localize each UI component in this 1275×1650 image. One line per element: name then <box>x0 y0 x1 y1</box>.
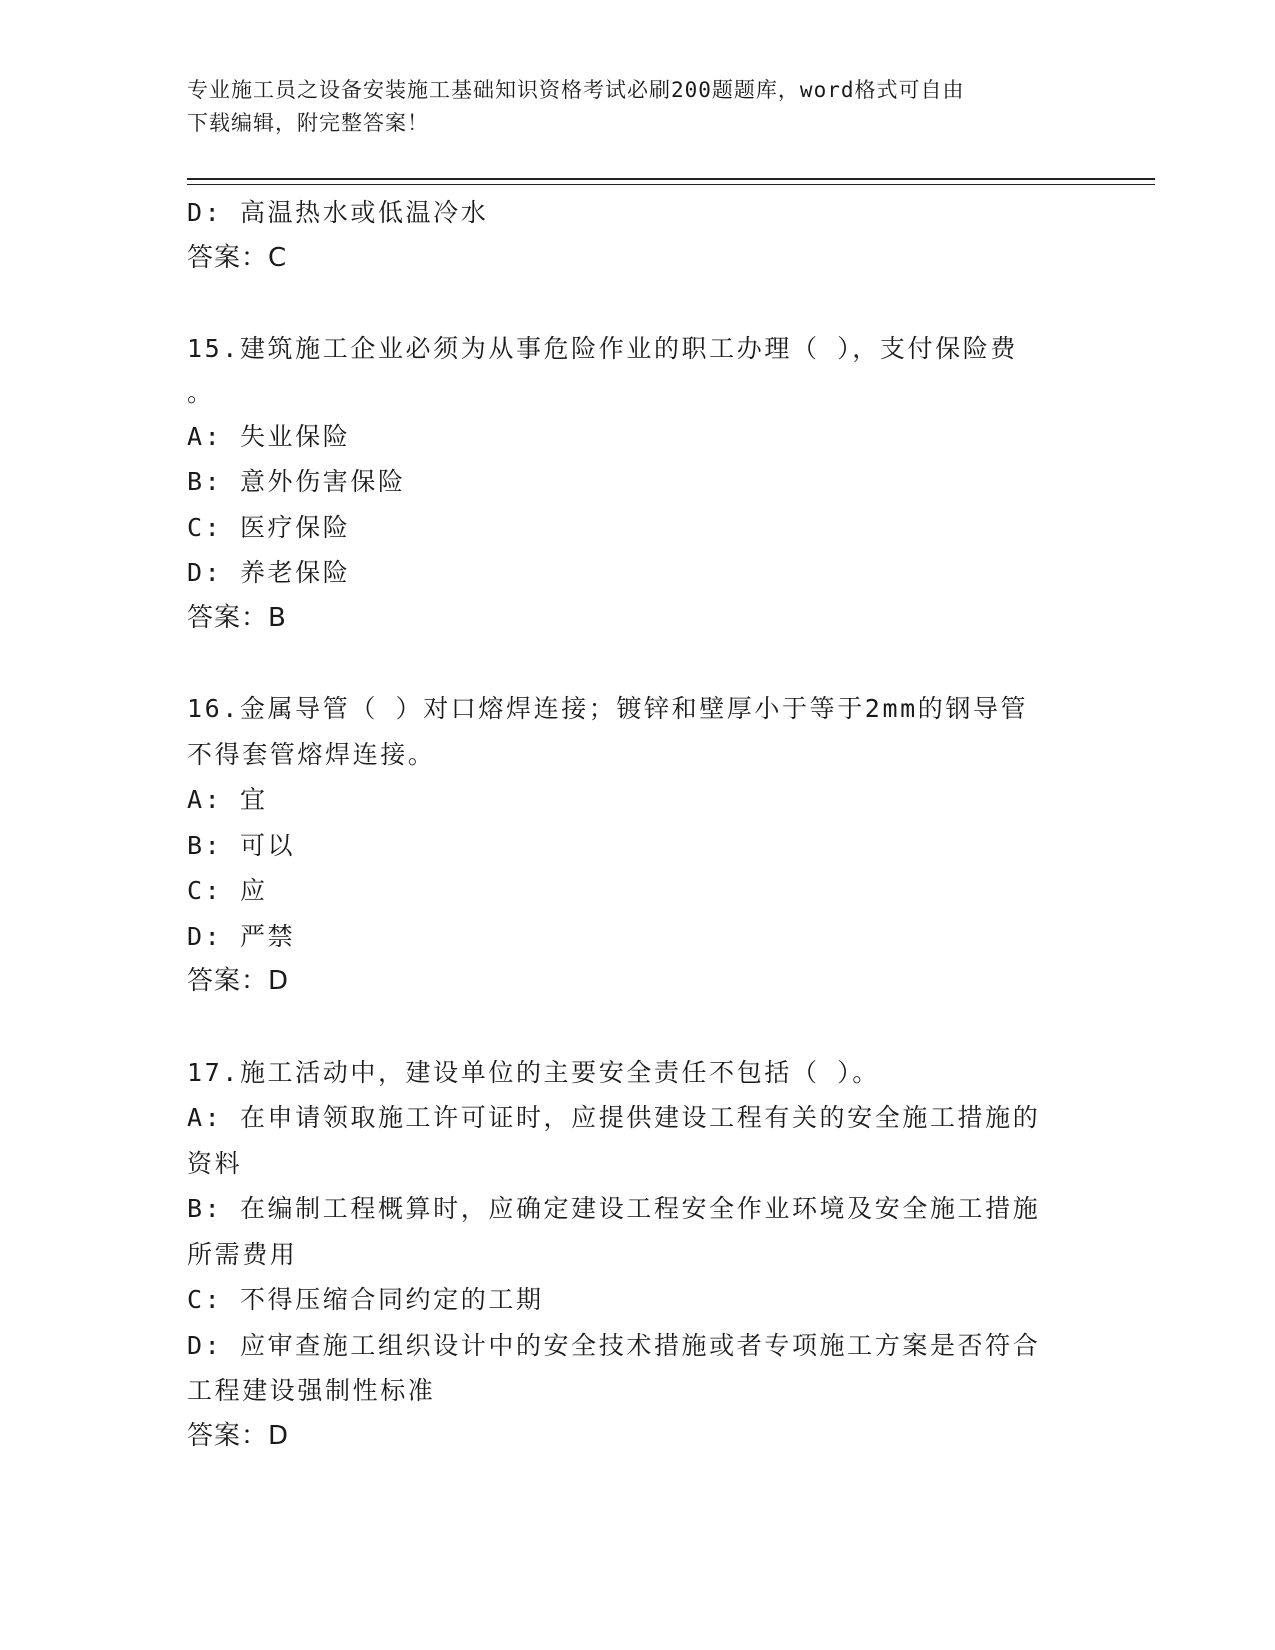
question-stem: 17.施工活动中，建设单位的主要安全责任不包括（ ）。 <box>187 1057 880 1087</box>
option-a: A: 宜 <box>187 785 268 814</box>
question-stem-cont: 。 <box>187 377 215 407</box>
answer: 答案：B <box>187 602 287 633</box>
option-d: D: 应审查施工组织设计中的安全技术措施或者专项施工方案是否符合 <box>187 1330 1041 1360</box>
option-c: C: 医疗保险 <box>187 512 351 542</box>
header-divider <box>187 178 1155 185</box>
answer: 答案：D <box>187 1420 290 1451</box>
header-line-2: 下载编辑，附完整答案！ <box>187 111 429 135</box>
option-d: D: 严禁 <box>187 921 296 951</box>
option-c: C: 不得压缩合同约定的工期 <box>187 1285 544 1314</box>
answer: 答案：D <box>187 966 290 996</box>
option-d: D: 养老保险 <box>187 558 351 587</box>
spacer <box>187 281 1087 326</box>
option-a-cont: 资料 <box>187 1148 243 1178</box>
question-stem: 16.金属导管（ ）对口熔焊连接；镀锌和壁厚小于等于2mm的钢导管 <box>187 694 1029 723</box>
page-header <box>187 74 1067 140</box>
question-17 <box>187 1050 1087 1460</box>
question-16 <box>187 686 1087 1005</box>
question-stem: 15.建筑施工企业必须为从事危险作业的职工办理（ ），支付保险费 <box>187 334 1018 363</box>
option-a: A: 在申请领取施工许可证时，应提供建设工程有关的安全施工措施的 <box>187 1103 1041 1132</box>
previous-question-tail <box>187 190 1087 281</box>
option-d-cont: 工程建设强制性标准 <box>187 1376 436 1405</box>
option-d: D: 高温热水或低温冷水 <box>187 198 489 227</box>
option-a: A: 失业保险 <box>187 421 351 451</box>
option-b: B: 意外伤害保险 <box>187 467 406 496</box>
option-c: C: 应 <box>187 876 268 905</box>
question-stem-cont: 不得套管熔焊连接。 <box>187 739 436 769</box>
header-line-1: 专业施工员之设备安装施工基础知识资格考试必刷200题题库，word格式可自由 <box>187 78 965 102</box>
option-b: B: 可以 <box>187 830 296 860</box>
option-b-cont: 所需费用 <box>187 1239 298 1269</box>
question-15 <box>187 326 1087 641</box>
document-body <box>187 190 1087 1459</box>
option-b: B: 在编制工程概算时，应确定建设工程安全作业环境及安全施工措施 <box>187 1194 1041 1223</box>
spacer <box>187 1005 1087 1050</box>
answer: 答案：C <box>187 242 288 273</box>
spacer <box>187 641 1087 686</box>
